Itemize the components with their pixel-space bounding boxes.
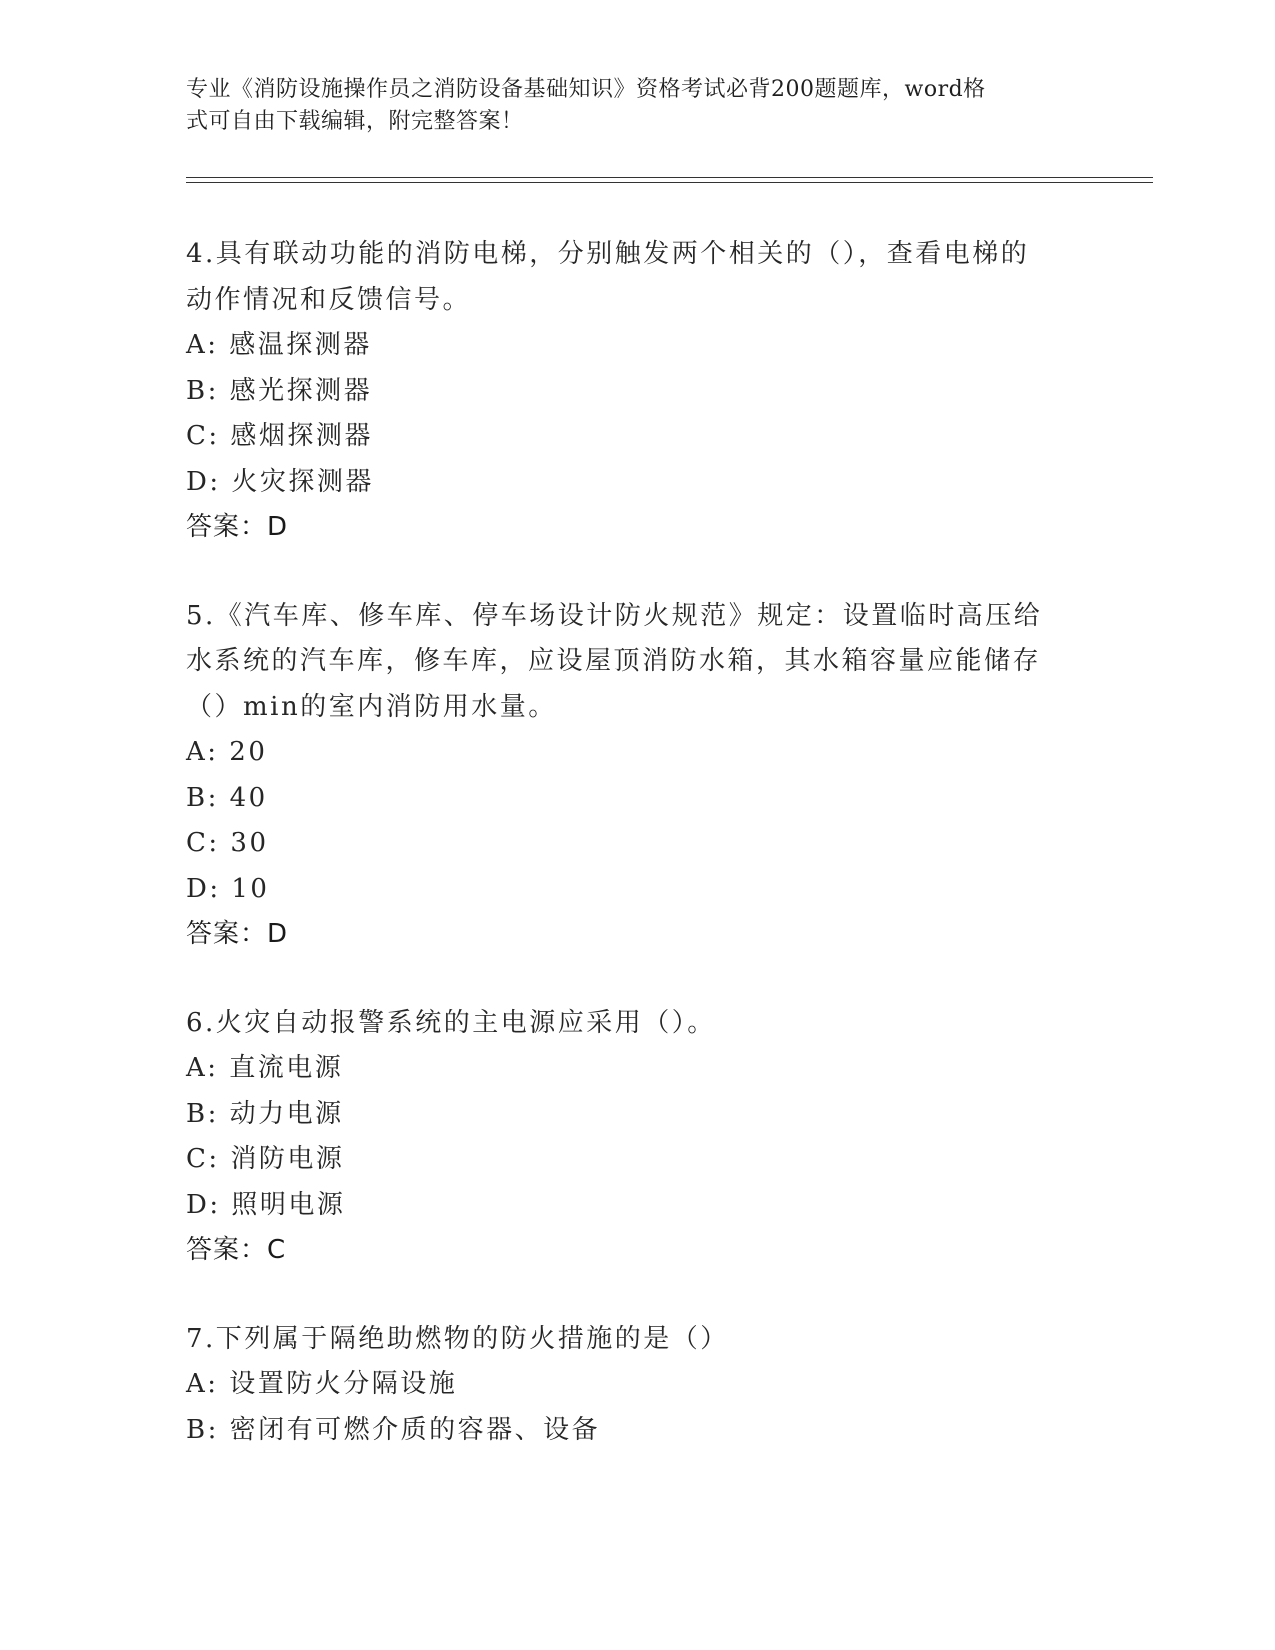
option-c: C: 30	[186, 828, 269, 858]
question-stem	[186, 1317, 1066, 1363]
option-a: A: 感温探测器	[186, 330, 372, 360]
option-a: A: 直流电源	[186, 1053, 344, 1083]
question-stem	[186, 232, 1066, 323]
option-c: C: 消防电源	[186, 1144, 345, 1174]
answer: 答案：D	[186, 512, 289, 542]
question-list	[186, 232, 1086, 1496]
answer: 答案：D	[186, 919, 289, 949]
question-6	[186, 1001, 1086, 1274]
document-header	[186, 74, 1066, 138]
option-a: A: 20	[186, 737, 268, 767]
option-b: B: 40	[186, 782, 268, 813]
option-a: A: 设置防火分隔设施	[186, 1369, 458, 1399]
question-7	[186, 1317, 1086, 1454]
answer: 答案：C	[186, 1235, 287, 1265]
option-b: B: 感光探测器	[186, 375, 373, 406]
stem-line: 6.火灾自动报警系统的主电源应采用（）。	[186, 1007, 716, 1038]
header-divider-top	[186, 177, 1153, 178]
stem-line: 动作情况和反馈信号。	[186, 284, 472, 315]
option-b: B: 密闭有可燃介质的容器、设备	[186, 1414, 601, 1445]
question-stem	[186, 594, 1066, 731]
question-stem	[186, 1001, 1066, 1047]
option-c: C: 感烟探测器	[186, 421, 373, 451]
option-d: D: 照明电源	[186, 1189, 346, 1220]
header-line-2: 式可自由下载编辑，附完整答案！	[186, 109, 524, 134]
stem-line: 4.具有联动功能的消防电梯，分别触发两个相关的（），查看电梯的	[186, 239, 1030, 269]
option-b: B: 动力电源	[186, 1098, 344, 1129]
stem-line: （）min的室内消防用水量。	[186, 691, 557, 722]
stem-line: 7.下列属于隔绝助燃物的防火措施的是（）	[186, 1323, 729, 1354]
header-line-1: 专业《消防设施操作员之消防设备基础知识》资格考试必背200题题库，word格	[186, 77, 986, 102]
option-d: D: 10	[186, 873, 270, 904]
header-divider-bottom	[186, 182, 1153, 183]
stem-line: 5.《汽车库、修车库、停车场设计防火规范》规定：设置临时高压给	[186, 600, 1043, 631]
stem-line: 水系统的汽车库，修车库，应设屋顶消防水箱，其水箱容量应能储存	[186, 646, 1042, 676]
question-4	[186, 232, 1086, 551]
option-d: D: 火灾探测器	[186, 466, 374, 497]
question-5	[186, 594, 1086, 958]
